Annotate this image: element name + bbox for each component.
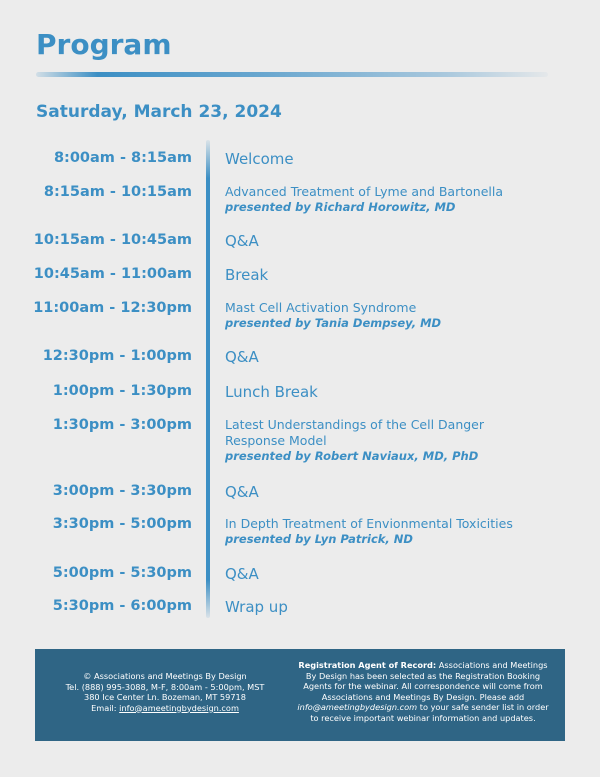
footer-email-link[interactable]: info@ameetingbydesign.com [119,702,239,713]
session-title: Welcome [225,150,294,168]
session-info [225,150,565,168]
session-time: 3:30pm - 5:00pm [52,516,192,532]
session-info [225,483,565,501]
session-title: Break [225,266,269,284]
session-time: 1:00pm - 1:30pm [52,383,192,399]
footer-address: 380 Ice Center Ln. Bozeman, MT 59718 [84,692,246,702]
footer-agent-text-1: Associations and Meetings By Design has been selected as the Registration Booking Agents for the webinar. All correspondence will come from Associations and Meetings By Design. Please add [303,660,548,702]
session-time: 1:30pm - 3:00pm [52,417,192,433]
session-time: 12:30pm - 1:00pm [42,348,192,364]
session-info [225,348,565,366]
session-title: In Depth Treatment of Envionmental Toxicities [225,516,513,531]
session-title: Q&A [225,483,259,501]
session-info [225,565,565,583]
session-time: 5:30pm - 6:00pm [52,598,192,614]
footer-agent-email: info@ameetingbydesign.com [297,702,418,712]
session-title: Wrap up [225,598,288,616]
event-date: Saturday, March 23, 2024 [36,102,282,122]
session-presenter: presented by Richard Horowitz, MD [225,200,456,214]
session-info [225,598,565,616]
session-time: 3:00pm - 3:30pm [52,483,192,499]
session-title: Latest Understandings of the Cell Danger Response Model [225,417,485,448]
session-info [225,383,565,401]
session-title: Q&A [225,232,259,250]
session-info [225,300,565,331]
session-info [225,232,565,250]
session-info [225,184,565,215]
session-title: Mast Cell Activation Syndrome [225,300,417,315]
footer-copyright: © Associations and Meetings By Design [83,671,247,681]
title-divider [36,72,548,77]
session-time: 8:15am - 10:15am [43,184,192,200]
footer-phone: Tel. (888) 995-3088, M-F, 8:00am - 5:00pm, MST [65,681,265,692]
footer-email-label: Email: [91,702,120,713]
session-time: 10:45am - 11:00am [33,266,192,282]
page-title: Program [36,28,172,61]
session-info [225,516,565,547]
session-info [225,266,565,284]
footer-email-line [47,703,283,714]
session-presenter: presented by Robert Naviaux, MD, PhD [225,449,479,463]
session-time: 11:00am - 12:30pm [33,300,192,316]
session-time: 10:15am - 10:45am [33,232,192,248]
footer-contact [47,671,283,713]
session-time: 5:00pm - 5:30pm [52,565,192,581]
session-time: 8:00am - 8:15am [53,150,192,166]
session-presenter: presented by Tania Dempsey, MD [225,316,442,330]
timeline-line [206,140,210,618]
footer-panel [35,649,565,741]
session-title: Q&A [225,565,259,583]
footer-agent-label: Registration Agent of Record: [298,660,437,670]
footer-registration-note [293,660,553,723]
session-presenter: presented by Lyn Patrick, ND [225,532,413,546]
footer-agent-text-2: to your safe sender list in order to receive important webinar information and updates. [310,702,549,723]
session-title: Advanced Treatment of Lyme and Bartonella [225,184,504,199]
session-info [225,417,565,464]
session-title: Lunch Break [225,383,318,401]
session-title: Q&A [225,348,259,366]
